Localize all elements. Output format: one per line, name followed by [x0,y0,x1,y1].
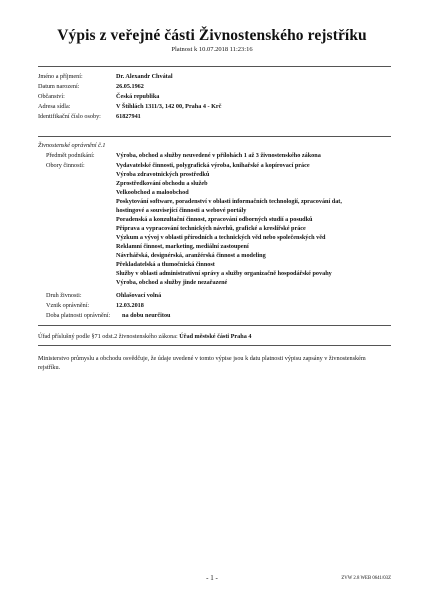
activity-item: Reklamní činnost, marketing, mediální zastoupení [116,243,249,250]
type-label: Druh živnosti: [46,292,82,299]
person-label: Jméno a příjmení: [38,73,83,80]
birth-date: 26.05.1962 [116,83,144,90]
origin-value: 12.03.2018 [116,302,144,309]
activity-item: Výroba zdravotnických prostředků [116,171,210,178]
person-label: Datum narození: [38,83,80,90]
activity-item: Služby v oblasti administrativní správy a služby organizačně hospodářské povahy [116,270,332,277]
person-label: Adresa sídla: [38,103,71,110]
form-code: ZVW 2.8 WEB 0641/03Z [341,576,391,581]
subject-label: Předmět podnikání: [46,152,95,159]
origin-label: Vznik oprávnění: [46,302,90,309]
office-label: Úřad příslušný podle §71 odst.2 živnostenského zákona: [38,333,178,340]
activity-item: Návrhářská, designérská, aranžérská činnost a modeling [116,252,266,259]
person-id: 61827941 [116,113,141,120]
divider [38,66,391,67]
address: V Štíhlách 1311/3, 142 00, Praha 4 - Krč [116,103,222,110]
validity-value: na dobu neurčitou [122,312,171,319]
license-section-title: Živnostenské oprávnění č.1 [38,142,106,149]
activity-item: Vydavatelské činnosti, polygrafická výroba, knihařské a kopírovací práce [116,162,310,169]
activity-item: Zprostředkování obchodu a služeb [116,180,208,187]
certification-text: Ministerstvo průmyslu a obchodu osvědčuje, že údaje uvedené v tomto výpise jsou k datu platnosti výpisu zapsány v živnostenském rejstříku. [38,355,366,371]
activity-item: Velkoobchod a maloobchod [116,189,189,196]
person-label: Identifikační číslo osoby: [38,113,101,120]
office-value: Úřad městské části Praha 4 [179,333,252,340]
activity-item: Výroba, obchod a služby jinde nezařazené [116,279,228,286]
activity-item: Překladatelská a tlumočnická činnost [116,261,215,268]
person-row [38,73,83,80]
activity-item: Výzkum a vývoj v oblasti přírodních a technických věd nebo společenských věd [116,234,326,241]
person-row [38,103,70,110]
person-label: Občanství: [38,93,65,100]
person-name: Dr. Alexandr Chvátal [116,73,173,80]
activity-item: Poskytování software, poradenství v oblasti informačních technologií, zpracování dat, [116,198,342,205]
divider [38,345,391,346]
office-row [38,333,251,340]
activity-item: hostingové a související činnosti a webové portály [116,207,247,214]
divider [38,325,391,326]
page-number: - 1 - [206,574,218,582]
fields-label: Obory činností: [46,162,85,169]
type-value: Ohlašovací volná [116,292,162,299]
citizenship: Česká republika [116,93,160,100]
divider [38,136,391,137]
person-row [38,113,101,120]
person-row [38,83,79,90]
subject-value: Výroba, obchod a služby neuvedené v přílohách 1 až 3 živnostenského zákona [116,152,321,159]
activity-item: Příprava a vypracování technických návrhů, grafické a kreslířské práce [116,225,306,232]
document-title: Výpis z veřejné části Živnostenského rejstříku [57,27,367,44]
validity-timestamp: Platnost k 10.07.2018 11:23:16 [171,46,253,53]
validity-label: Doba platnosti oprávnění: [46,312,111,319]
activity-item: Poradenská a konzultační činnost, zpracování odborných studií a posudků [116,216,313,223]
person-row [38,93,65,100]
